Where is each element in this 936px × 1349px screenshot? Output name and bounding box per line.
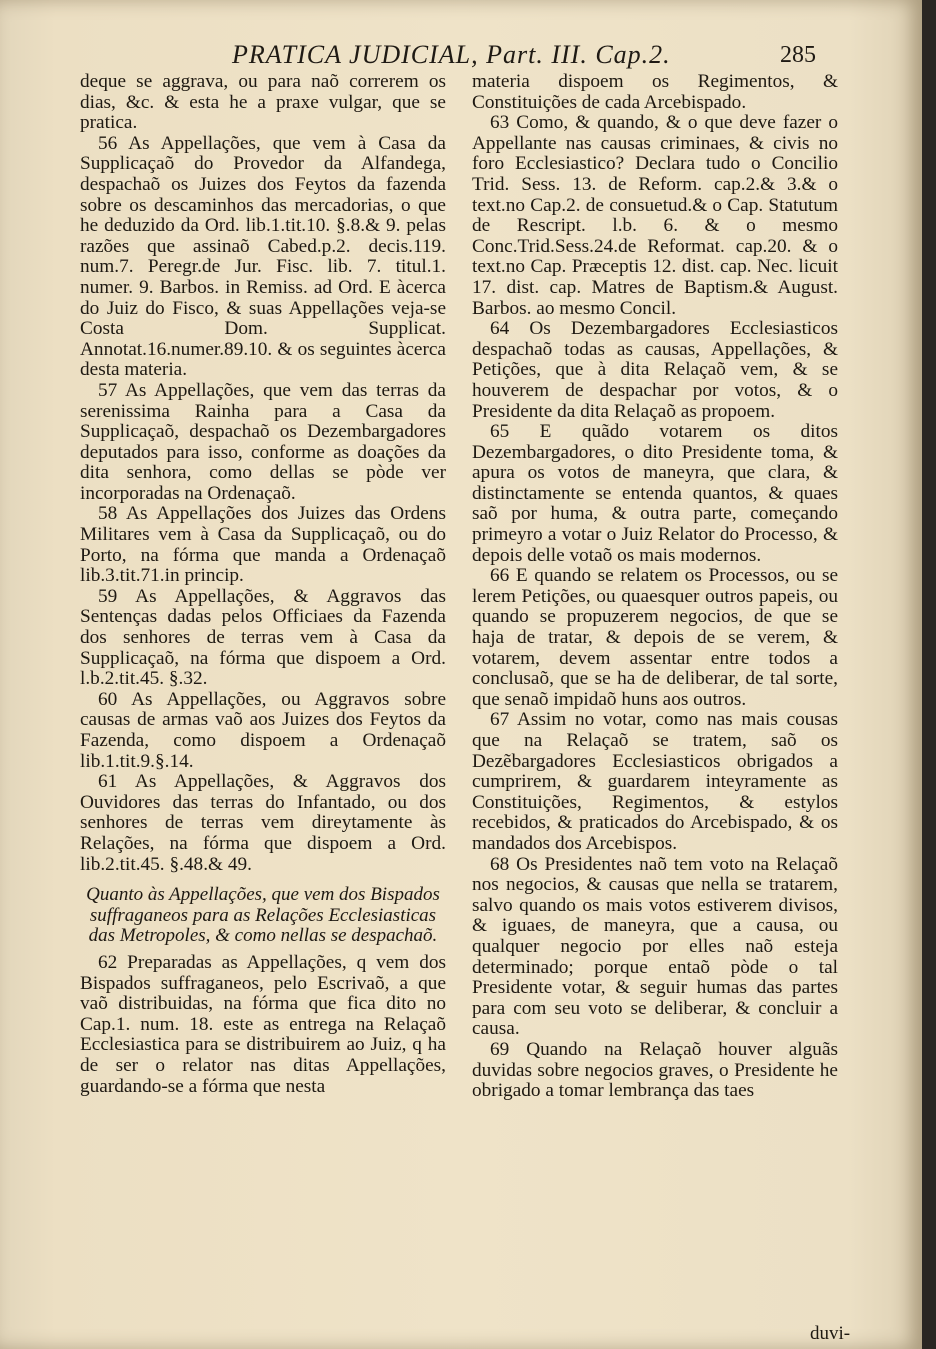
paragraph-66: 66 E quando se relatem os Processos, ou se lerem Petições, ou quaesquer outros papeis, ou quando se propuzerem negocios, de que se haja de tratar, & depois de se verem, & votarem, devem assentar entre todos a conclusaõ, que se ha de deliberar, de tal sorte, que senaõ impidaõ huns aos outros.	[472, 565, 838, 710]
paragraph-69: 69 Quando na Relaçaõ houver alguãs duvidas sobre negocios graves, o Presidente he obrigado a tomar lembrança das taes	[472, 1038, 838, 1102]
left-column	[80, 72, 446, 1097]
section-heading: Quanto às Appellações, que vem dos Bispados suffraganeos para as Relações Ecclesiasticas das Metropoles, & como nellas se despachaõ.	[86, 884, 440, 947]
paragraph-56: 56 As Appellações, que vem à Casa da Supplicaçaõ do Provedor da Alfandega, despachaõ os Juizes dos Feytos da fazenda sobre os descaminhos das mercadorias, o que he deduzido da Ord. lib.1.tit.10. §.8.& 9. pelas razões que assinaõ Cabed.p.2. decis.119. num.7. Peregr.de Jur. Fisc. lib. 7. titul.1. numer. 9. Barbos. in Remiss. ad Ord. E àcerca do Juiz do Fisco, & suas Appellações veja-se Costa Dom. Supplicat. Annotat.16.numer.89.10. & os seguintes àcerca desta materia.	[80, 132, 446, 381]
paragraph-59: 59 As Appellações, & Aggravos das Sentenças dadas pelos Officiaes da Fazenda dos senhores de terras vem à Casa da Supplicaçaõ, na fórma que dispoem a Ord. l.b.2.tit.45. §.32.	[80, 585, 446, 690]
right-column	[472, 72, 838, 1102]
paragraph-67: 67 Assim no votar, como nas mais cousas que na Relaçaõ se tratem, saõ os Dezẽbargadores Ecclesiasticos obrigados a cumprirem, & guardarem inteyramente as Constituições, Regimentos, & estylos recebidos, & praticados do Arcebispado, & os mandados dos Arcebispos.	[472, 709, 838, 854]
paragraph-60: 60 As Appellações, ou Aggravos sobre causas de armas vaõ aos Juizes dos Feytos da Fazenda, como dispoem a Ordenaçaõ lib.1.tit.9.§.14.	[80, 688, 446, 772]
catchword: duvi-	[810, 1323, 851, 1344]
paragraph-63: 63 Como, & quando, & o que deve fazer o Appellante nas causas criminaes, & civis no foro Ecclesiastico? Declara tudo o Concilio Trid. Sess. 13. de Reform. cap.2.& 3.& o text.no Cap.2. de consuetud.& o Cap. Statutum de Rescript. l.b. 6. & o mesmo Conc.Trid.Sess.24.de Reformat. cap.20. & o text.no Cap. Præceptis 12. dist. cap. Nec. licuit 17. dist. cap. Matres de Baptism.& August. Barbos. ao mesmo Concil.	[472, 112, 838, 319]
running-head: PRATICA JUDICIAL, Part. III. Cap.2.	[232, 40, 671, 69]
page-number: 285	[780, 42, 816, 68]
paragraph-68: 68 Os Presidentes naõ tem voto na Relaçaõ nos negocios, & causas que nella se tratarem, salvo quando os mais votos estiverem divisos, & iguaes, de maneyra, que a causa, ou qualquer negocio por elles naõ esteja determinado; porque entaõ pòde o tal Presidente votar, & seguir humas das partes para com seu voto se deliberar, & concluir a causa.	[472, 853, 838, 1040]
page-header	[0, 40, 900, 74]
paragraph-61: 61 As Appellações, & Aggravos dos Ouvidores das terras do Infantado, ou dos senhores de terras vem direytamente às Relações, na fórma que dispoem a Ord. lib.2.tit.45. §.48.& 49.	[80, 771, 446, 875]
paragraph-58: 58 As Appellações dos Juizes das Ordens Militares vem à Casa da Supplicaçaõ, ou do Porto, na fórma que manda a Ordenaçaõ lib.3.tit.71.in princip.	[80, 503, 446, 587]
paragraph-continued: deque se aggrava, ou para naõ correrem os dias, &c. & esta he a praxe vulgar, que se pratica.	[80, 71, 446, 134]
paragraph-57: 57 As Appellações, que vem das terras da serenissima Rainha para a Casa da Supplicaçaõ, despachaõ os Dezembargadores deputados para isso, conforme as doações da dita senhora, como dellas se pòde ver incorporadas na Ordenaçaõ.	[80, 379, 446, 504]
paragraph-65: 65 E quãdo votarem os ditos Dezembargadores, o dito Presidente toma, & apura os votos de maneyra, que clara, & distinctamente se entenda quantos, & quaes saõ por huma, & outra parte, começando primeyro a votar o Juiz Relator do Processo, & depois delle votaõ os mais modernos.	[472, 421, 838, 566]
paragraph-continued-right: materia dispoem os Regimentos, & Constituições de cada Arcebispado.	[472, 71, 838, 113]
paragraph-62: 62 Preparadas as Appellações, q vem dos Bispados suffraganeos, pelo Escrivaõ, a que vaõ distribuidas, na fórma que fica dito no Cap.1. num. 18. este as entrega na Relaçaõ Ecclesiastica para se distribuirem ao Juiz, q ha de ser o relator nas ditas Appellações, guardando-se a fórma que nesta	[80, 951, 446, 1097]
paragraph-64: 64 Os Dezembargadores Ecclesiasticos despachaõ todas as causas, Appellações, & Petições, que à dita Relaçaõ vem, & se houverem de despachar por votos, & o Presidente da dita Relaçaõ as propoem.	[472, 318, 838, 422]
